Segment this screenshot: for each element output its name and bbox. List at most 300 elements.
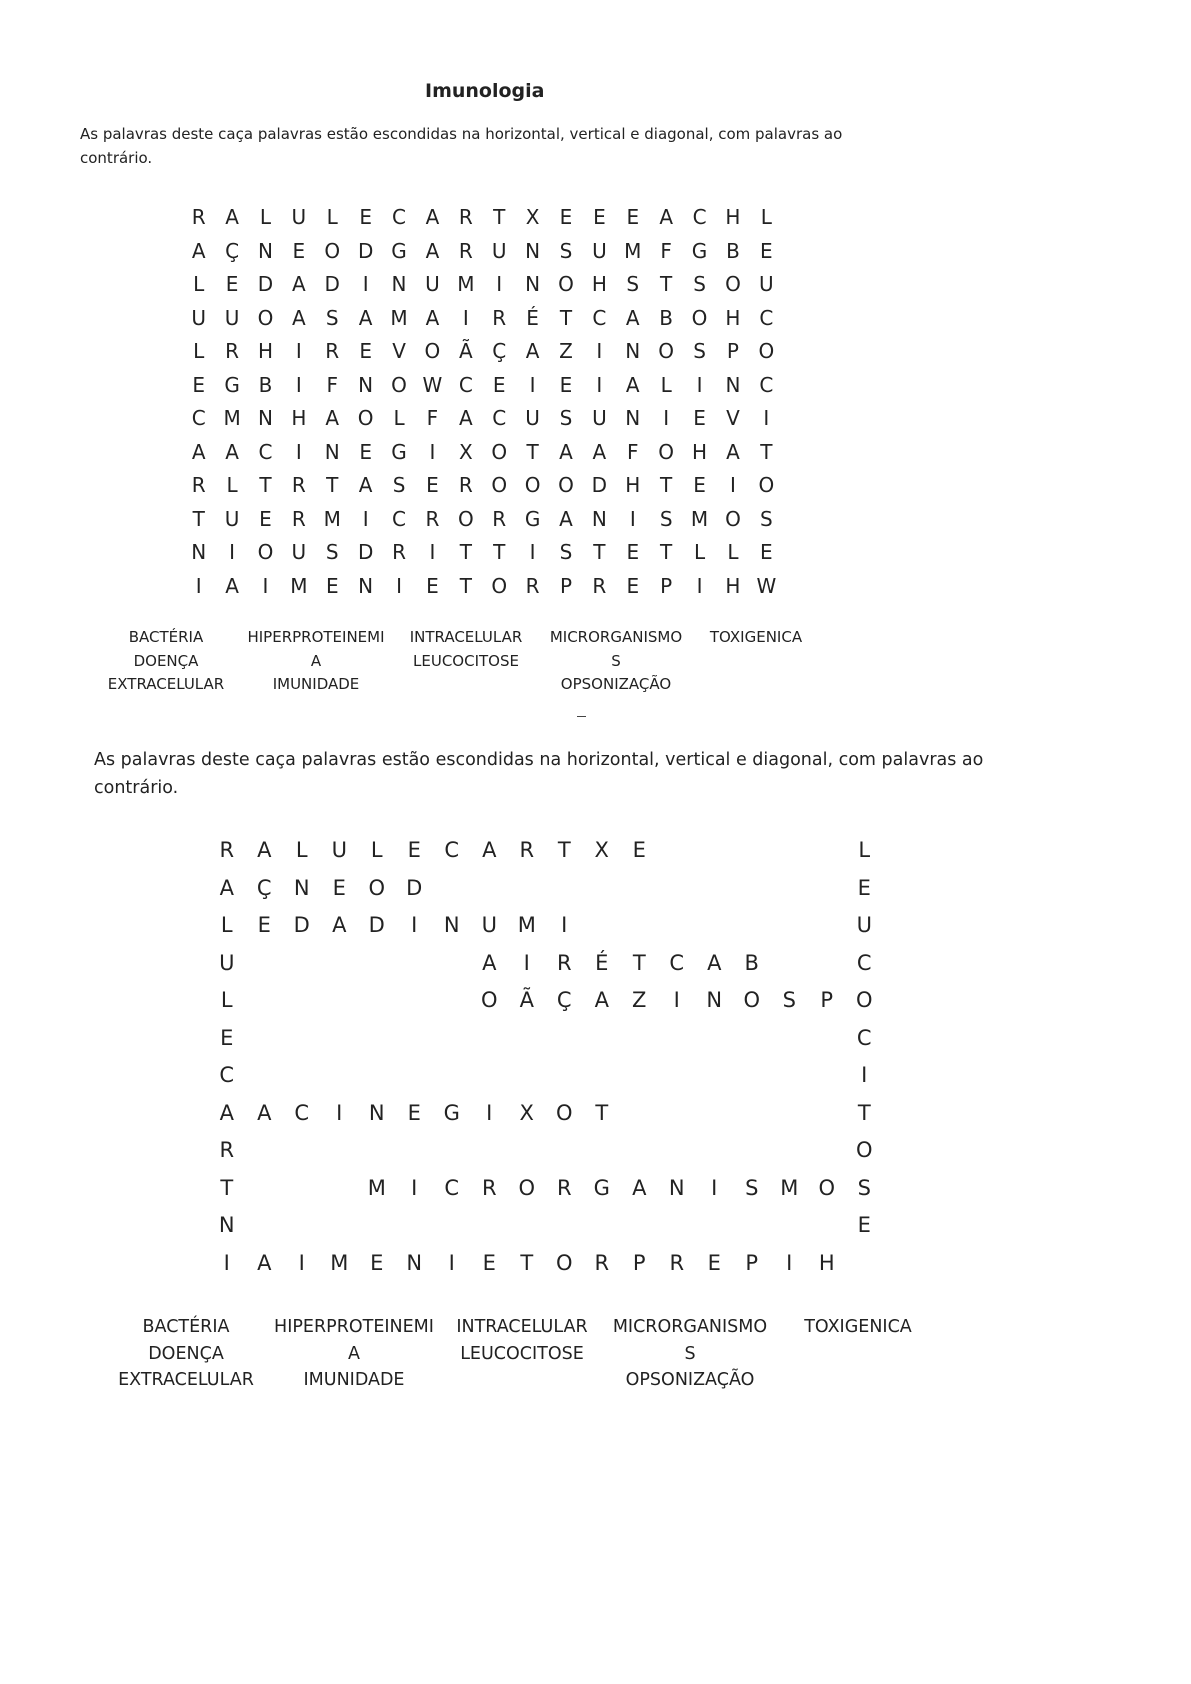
grid-letter: T: [660, 540, 673, 564]
grid-letter: D: [257, 272, 274, 296]
grid-letter: [246, 1020, 284, 1058]
word-list-item: IMUNIDADE: [272, 675, 360, 693]
grid-letter: [433, 1020, 471, 1058]
grid-letter: [583, 1020, 621, 1058]
grid-letter: C: [392, 506, 407, 531]
grid-letter: M: [290, 573, 308, 598]
word-search-grid: [182, 201, 783, 603]
grid-letter: A: [225, 573, 239, 598]
grid-letter: T: [526, 439, 539, 464]
grid-letter: R: [592, 573, 607, 598]
grid-letter: L: [295, 838, 308, 862]
grid-letter: U: [592, 406, 607, 430]
grid-letter: O: [457, 506, 474, 531]
grid-letter: E: [857, 875, 871, 900]
grid-letter: [733, 1095, 771, 1133]
grid-letter: E: [707, 1250, 721, 1275]
word-list-item: BACTÉRIA: [142, 1317, 230, 1337]
grid-letter: I: [596, 372, 603, 397]
grid-letter: [358, 945, 396, 983]
grid-letter: N: [625, 339, 641, 363]
grid-letter: [808, 1095, 846, 1133]
grid-letter: N: [391, 272, 407, 296]
grid-letter: D: [357, 540, 374, 564]
grid-letter: I: [295, 439, 302, 464]
grid-letter: T: [760, 439, 773, 464]
grid-letter: O: [743, 988, 761, 1012]
grid-letter: T: [595, 1100, 609, 1125]
grid-letter: O: [758, 339, 775, 363]
grid-row: [182, 503, 783, 537]
grid-letter: I: [729, 473, 736, 497]
grid-letter: P: [726, 339, 739, 363]
grid-letter: P: [559, 573, 573, 598]
word-list-item: S: [684, 1343, 696, 1364]
grid-letter: M: [223, 406, 241, 430]
grid-letter: [771, 1057, 809, 1095]
grid-letter: [771, 907, 809, 945]
grid-letter: L: [226, 473, 238, 497]
grid-letter: [546, 1020, 584, 1058]
grid-letter: [733, 1132, 771, 1170]
grid-letter: E: [192, 372, 206, 397]
grid-letter: [621, 870, 659, 908]
grid-letter: C: [258, 439, 273, 464]
grid-letter: E: [626, 205, 640, 229]
grid-letter: A: [191, 439, 206, 464]
grid-letter: [658, 1095, 696, 1133]
word-list-item: LEUCOCITOSE: [413, 651, 519, 670]
word-list-item: TOXIGENICA: [804, 1317, 912, 1337]
grid-letter: F: [660, 238, 672, 263]
grid-letter: U: [491, 238, 507, 263]
grid-letter: C: [444, 838, 460, 862]
grid-letter: E: [632, 838, 646, 862]
grid-letter: A: [425, 205, 440, 229]
word-list-column: [270, 1314, 438, 1394]
grid-letter: [583, 1132, 621, 1170]
grid-letter: A: [482, 838, 497, 862]
grid-letter: C: [191, 406, 206, 430]
grid-letter: O: [558, 473, 574, 497]
grid-letter: M: [330, 1250, 349, 1275]
grid-letter: L: [660, 372, 672, 397]
grid-letter: A: [257, 838, 272, 862]
grid-letter: S: [559, 406, 573, 430]
grid-letter: T: [593, 540, 606, 564]
grid-letter: [471, 1057, 509, 1095]
grid-letter: T: [559, 305, 573, 330]
word-list-item: OPSONIZAÇÃO: [625, 1370, 755, 1390]
grid-letter: Ç: [256, 875, 272, 900]
word-list-item: EXTRACELULAR: [107, 675, 225, 693]
grid-letter: I: [523, 950, 530, 975]
word-list-item: MICRORGANISMO: [549, 628, 683, 646]
grid-letter: [471, 1132, 509, 1170]
grid-letter: S: [392, 473, 406, 497]
grid-letter: E: [626, 540, 640, 564]
grid-row: [208, 982, 883, 1020]
grid-letter: R: [458, 205, 473, 229]
grid-letter: [546, 870, 584, 908]
grid-letter: [508, 1020, 546, 1058]
grid-letter: C: [294, 1100, 310, 1125]
word-list-column: [691, 626, 821, 697]
grid-letter: Ç: [225, 238, 240, 263]
grid-letter: O: [658, 339, 675, 363]
grid-letter: P: [632, 1250, 646, 1275]
grid-letter: E: [359, 339, 372, 363]
grid-letter: D: [357, 238, 374, 263]
grid-letter: [808, 907, 846, 945]
grid-letter: M: [323, 506, 341, 531]
grid-letter: [321, 1132, 359, 1170]
grid-letter: [321, 945, 359, 983]
grid-letter: [808, 1207, 846, 1245]
grid-letter: O: [555, 1250, 573, 1275]
grid-letter: [508, 1207, 546, 1245]
grid-letter: G: [691, 238, 708, 263]
grid-letter: [808, 1057, 846, 1095]
grid-letter: É: [526, 305, 539, 330]
grid-letter: [808, 1020, 846, 1058]
grid-letter: I: [696, 372, 703, 397]
grid-letter: [696, 1207, 734, 1245]
word-list-column: [91, 626, 241, 697]
page-title: Imunologia: [425, 80, 545, 102]
grid-letter: U: [224, 506, 240, 531]
grid-letter: A: [358, 305, 373, 330]
grid-letter: E: [760, 238, 773, 263]
grid-letter: Ç: [556, 988, 572, 1012]
grid-letter: R: [191, 205, 206, 229]
grid-letter: F: [426, 406, 439, 430]
grid-letter: L: [393, 406, 405, 430]
grid-letter: A: [625, 305, 640, 330]
grid-letter: R: [458, 238, 473, 263]
grid-letter: N: [358, 573, 374, 598]
grid-letter: [658, 1057, 696, 1095]
word-list-column: [438, 1314, 606, 1394]
grid-letter: N: [591, 506, 607, 531]
grid-letter: O: [555, 1100, 573, 1125]
grid-letter: E: [259, 506, 272, 531]
grid-letter: [433, 1207, 471, 1245]
grid-row: [208, 870, 883, 908]
grid-row: [182, 469, 783, 503]
grid-row: [182, 268, 783, 302]
grid-letter: [621, 1020, 659, 1058]
grid-letter: C: [219, 1063, 235, 1087]
grid-letter: X: [458, 439, 473, 464]
grid-letter: E: [693, 473, 706, 497]
grid-letter: U: [481, 913, 497, 937]
grid-letter: O: [855, 1138, 873, 1162]
grid-letter: E: [693, 406, 706, 430]
grid-letter: N: [443, 913, 460, 937]
grid-letter: B: [726, 238, 740, 263]
grid-letter: A: [592, 439, 607, 464]
grid-letter: [433, 945, 471, 983]
grid-letter: [433, 982, 471, 1020]
grid-row: [208, 1132, 883, 1170]
grid-letter: H: [818, 1250, 835, 1275]
grid-letter: S: [559, 238, 573, 263]
grid-letter: O: [324, 238, 341, 263]
grid-letter: [846, 1245, 884, 1283]
grid-letter: W: [756, 573, 777, 598]
grid-letter: E: [760, 540, 773, 564]
grid-letter: [508, 1057, 546, 1095]
grid-letter: C: [458, 372, 473, 397]
grid-letter: L: [760, 205, 772, 229]
grid-letter: E: [359, 205, 372, 229]
grid-letter: N: [358, 372, 374, 397]
grid-letter: O: [368, 875, 386, 900]
grid-letter: E: [857, 1213, 871, 1237]
grid-letter: F: [326, 372, 339, 397]
grid-letter: [433, 1057, 471, 1095]
grid-letter: [471, 1207, 509, 1245]
grid-letter: I: [396, 573, 402, 598]
grid-letter: S: [745, 1175, 759, 1200]
grid-letter: L: [220, 913, 233, 937]
grid-letter: [621, 907, 659, 945]
word-list-column: [241, 626, 391, 697]
grid-letter: E: [220, 1025, 234, 1050]
grid-letter: T: [192, 506, 205, 531]
grid-letter: E: [559, 372, 573, 397]
grid-letter: N: [525, 238, 541, 263]
grid-letter: C: [444, 1175, 460, 1200]
grid-row: [208, 1170, 883, 1208]
grid-letter: R: [425, 506, 440, 531]
grid-letter: R: [594, 1250, 610, 1275]
grid-letter: I: [429, 540, 436, 564]
grid-letter: U: [759, 272, 774, 296]
grid-letter: E: [593, 205, 606, 229]
grid-letter: R: [325, 339, 340, 363]
grid-letter: I: [336, 1100, 343, 1125]
grid-letter: C: [392, 205, 407, 229]
grid-letter: C: [759, 305, 774, 330]
grid-letter: I: [561, 913, 568, 937]
grid-letter: N: [725, 372, 741, 397]
grid-letter: Z: [632, 988, 647, 1012]
grid-row: [208, 1095, 883, 1133]
grid-letter: H: [725, 573, 741, 598]
grid-letter: I: [429, 439, 436, 464]
grid-letter: [696, 1132, 734, 1170]
grid-letter: S: [759, 506, 773, 531]
grid-letter: I: [496, 272, 503, 296]
grid-letter: O: [818, 1175, 836, 1200]
grid-letter: A: [191, 238, 206, 263]
word-list-item: HIPERPROTEINEMI: [247, 628, 385, 646]
grid-letter: I: [362, 272, 369, 296]
word-list-item: A: [348, 1343, 360, 1364]
grid-letter: H: [625, 473, 641, 497]
grid-letter: [808, 945, 846, 983]
grid-letter: G: [224, 372, 240, 397]
grid-letter: [321, 982, 359, 1020]
grid-letter: [246, 1132, 284, 1170]
word-list-item: DOENÇA: [133, 651, 199, 670]
grid-letter: [283, 1132, 321, 1170]
grid-letter: [658, 870, 696, 908]
grid-letter: E: [359, 439, 372, 464]
grid-letter: H: [291, 406, 307, 430]
grid-letter: [771, 1020, 809, 1058]
grid-letter: M: [457, 272, 475, 296]
grid-letter: H: [692, 439, 708, 464]
grid-letter: I: [195, 573, 202, 598]
grid-letter: [733, 1207, 771, 1245]
word-list-item: S: [611, 651, 621, 670]
grid-letter: O: [691, 305, 708, 330]
grid-letter: [283, 1057, 321, 1095]
word-list-item: IMUNIDADE: [303, 1370, 405, 1390]
grid-letter: [658, 1132, 696, 1170]
grid-letter: O: [480, 988, 498, 1012]
grid-letter: T: [660, 473, 673, 497]
grid-letter: T: [520, 1250, 534, 1275]
grid-letter: G: [391, 238, 407, 263]
grid-letter: A: [559, 506, 573, 531]
grid-row: [208, 945, 883, 983]
grid-letter: L: [220, 988, 233, 1012]
grid-letter: E: [332, 875, 346, 900]
grid-letter: T: [632, 950, 646, 975]
grid-letter: A: [358, 473, 373, 497]
grid-letter: S: [325, 305, 339, 330]
grid-letter: O: [855, 988, 873, 1012]
grid-row: [208, 1020, 883, 1058]
instructions-text: As palavras deste caça palavras estão escondidas na horizontal, vertical e diagonal, com palavras ao contrário.: [80, 125, 843, 167]
grid-letter: [808, 1132, 846, 1170]
grid-letter: L: [326, 205, 338, 229]
grid-letter: [246, 945, 284, 983]
grid-letter: I: [486, 1100, 493, 1125]
grid-letter: [696, 870, 734, 908]
grid-letter: [771, 1207, 809, 1245]
grid-letter: I: [229, 540, 236, 564]
grid-letter: [283, 1020, 321, 1058]
grid-letter: A: [594, 988, 609, 1012]
word-list-item: INTRACELULAR: [409, 628, 523, 646]
grid-letter: U: [191, 305, 207, 330]
grid-letter: P: [745, 1250, 759, 1275]
grid-letter: A: [659, 205, 673, 229]
grid-letter: [583, 1057, 621, 1095]
grid-letter: N: [324, 439, 340, 464]
grid-letter: I: [362, 506, 369, 531]
grid-letter: [771, 945, 809, 983]
grid-letter: G: [443, 1100, 460, 1125]
grid-letter: S: [782, 988, 796, 1012]
grid-letter: [471, 870, 509, 908]
grid-letter: O: [424, 339, 441, 363]
grid-letter: O: [257, 305, 274, 330]
grid-letter: D: [406, 875, 423, 900]
grid-letter: V: [392, 339, 406, 363]
grid-letter: [546, 1132, 584, 1170]
grid-letter: Ã: [519, 988, 534, 1012]
separator-mark: [577, 716, 586, 717]
grid-letter: É: [595, 950, 609, 975]
grid-letter: I: [696, 573, 703, 598]
word-list-item: MICRORGANISMO: [612, 1317, 768, 1337]
grid-letter: [658, 1020, 696, 1058]
word-list-column: [774, 1314, 942, 1394]
grid-letter: R: [492, 305, 507, 330]
grid-letter: S: [693, 272, 706, 296]
grid-letter: M: [624, 238, 642, 263]
grid-letter: T: [259, 473, 272, 497]
grid-letter: M: [690, 506, 709, 531]
grid-letter: I: [411, 913, 418, 937]
grid-letter: I: [673, 988, 680, 1012]
grid-letter: D: [293, 913, 310, 937]
word-list-item: A: [310, 651, 322, 670]
word-list-item: DOENÇA: [148, 1343, 224, 1364]
grid-letter: X: [519, 1100, 534, 1125]
grid-letter: [696, 1057, 734, 1095]
grid-letter: N: [368, 1100, 385, 1125]
grid-letter: N: [257, 238, 273, 263]
grid-letter: I: [262, 573, 269, 598]
grid-letter: H: [725, 305, 741, 330]
grid-letter: R: [669, 1250, 685, 1275]
grid-letter: S: [659, 506, 673, 531]
word-list: [91, 626, 821, 697]
grid-letter: T: [493, 540, 506, 564]
grid-letter: R: [556, 1175, 572, 1200]
grid-letter: [396, 982, 434, 1020]
grid-letter: A: [325, 406, 340, 430]
grid-letter: T: [459, 540, 472, 564]
grid-letter: M: [367, 1175, 386, 1200]
grid-letter: U: [425, 272, 440, 296]
grid-letter: A: [482, 950, 497, 975]
grid-letter: [733, 832, 771, 870]
grid-letter: [733, 1020, 771, 1058]
grid-letter: G: [524, 506, 541, 531]
grid-letter: [246, 1170, 284, 1208]
grid-letter: I: [711, 1175, 718, 1200]
grid-letter: N: [191, 540, 207, 564]
grid-letter: A: [292, 305, 306, 330]
grid-letter: R: [481, 1175, 497, 1200]
grid-row: [182, 235, 783, 269]
grid-letter: A: [257, 1250, 272, 1275]
grid-letter: [358, 1020, 396, 1058]
grid-letter: P: [820, 988, 834, 1012]
grid-letter: R: [525, 573, 540, 598]
grid-letter: R: [392, 540, 406, 564]
grid-letter: I: [295, 339, 302, 363]
grid-letter: O: [558, 272, 574, 296]
grid-letter: U: [525, 406, 540, 430]
grid-letter: [433, 870, 471, 908]
word-list-item: LEUCOCITOSE: [460, 1343, 584, 1364]
grid-letter: [696, 832, 734, 870]
grid-letter: [696, 1095, 734, 1133]
grid-letter: X: [594, 838, 609, 862]
word-list-item: INTRACELULAR: [456, 1317, 588, 1337]
grid-letter: B: [744, 950, 759, 975]
grid-letter: E: [407, 1100, 421, 1125]
